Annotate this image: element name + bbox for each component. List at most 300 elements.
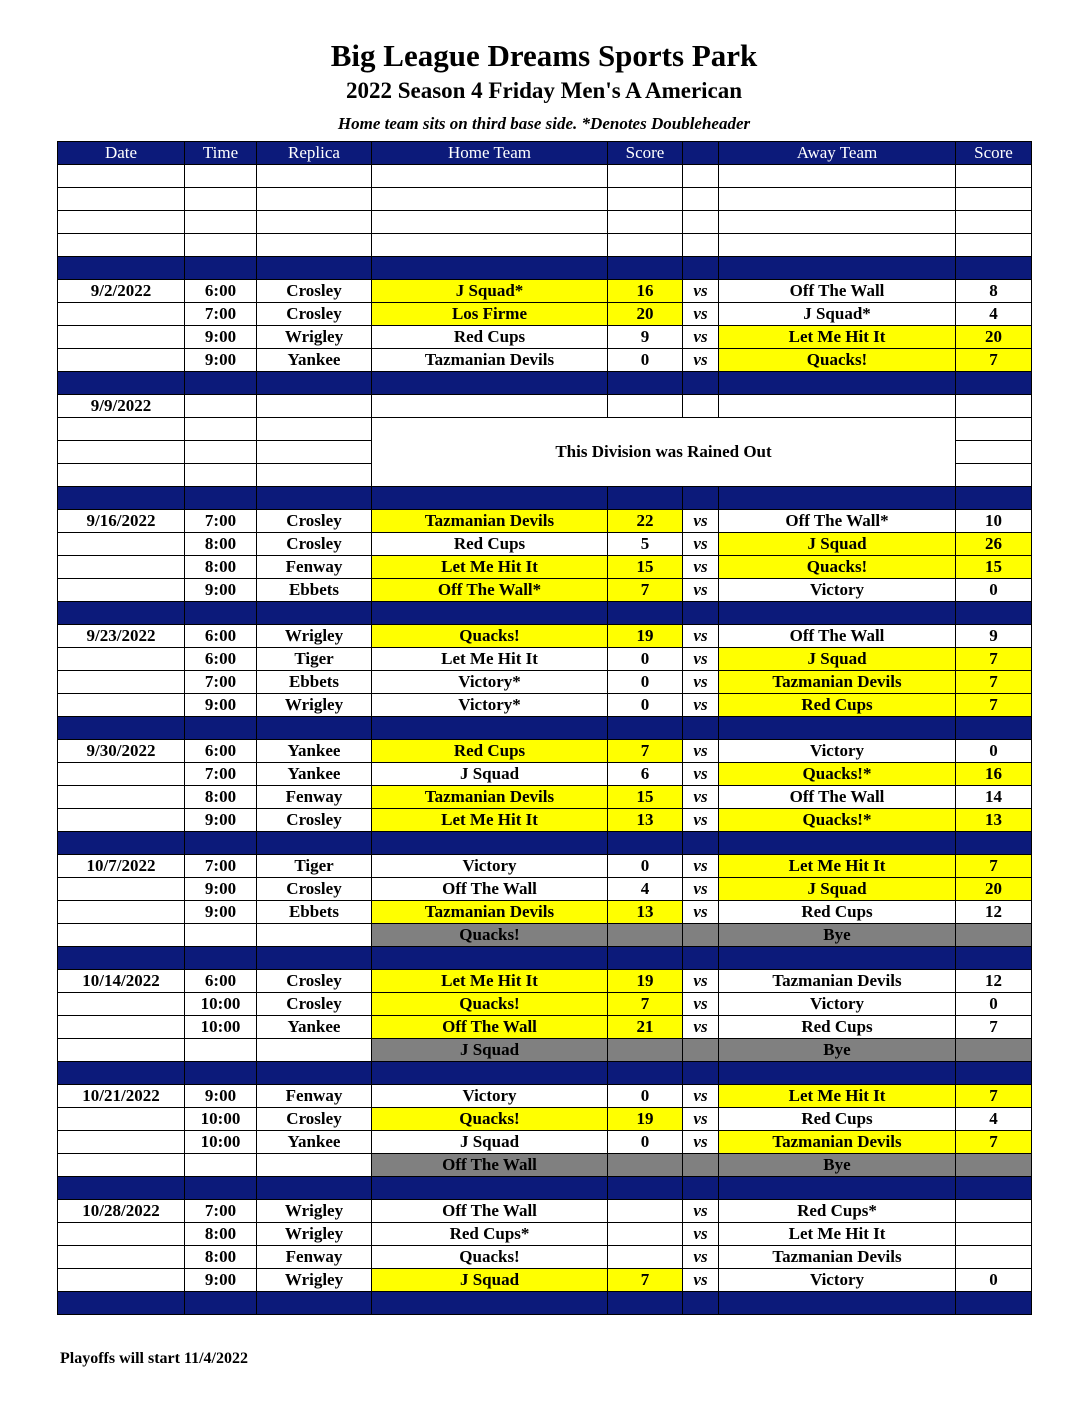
empty-cell bbox=[185, 924, 257, 947]
game-time: 10:00 bbox=[185, 1108, 257, 1131]
game-time: 8:00 bbox=[185, 533, 257, 556]
page-subtitle: 2022 Season 4 Friday Men's A American bbox=[345, 78, 743, 103]
game-time: 9:00 bbox=[185, 1085, 257, 1108]
home-score: 13 bbox=[608, 901, 683, 924]
game-date bbox=[58, 671, 185, 694]
separator-cell bbox=[719, 602, 956, 625]
home-score bbox=[608, 1246, 683, 1269]
vs-label: vs bbox=[683, 740, 719, 763]
game-field: Wrigley bbox=[257, 326, 372, 349]
home-score: 19 bbox=[608, 970, 683, 993]
game-date bbox=[58, 1223, 185, 1246]
home-team: Quacks! bbox=[372, 625, 608, 648]
separator-cell bbox=[185, 717, 257, 740]
away-score bbox=[956, 1246, 1032, 1269]
away-score: 7 bbox=[956, 1085, 1032, 1108]
separator-cell bbox=[185, 257, 257, 280]
separator-cell bbox=[719, 372, 956, 395]
bye-row bbox=[58, 924, 1032, 947]
vs-label: vs bbox=[683, 556, 719, 579]
game-time: 7:00 bbox=[185, 671, 257, 694]
game-field: Wrigley bbox=[257, 1200, 372, 1223]
home-score: 13 bbox=[608, 809, 683, 832]
separator-cell bbox=[372, 1062, 608, 1085]
game-field: Crosley bbox=[257, 970, 372, 993]
game-time: 6:00 bbox=[185, 740, 257, 763]
separator-cell bbox=[719, 487, 956, 510]
separator-cell bbox=[185, 947, 257, 970]
game-row bbox=[58, 303, 1032, 326]
separator-cell bbox=[58, 257, 185, 280]
home-score: 7 bbox=[608, 1269, 683, 1292]
away-score: 4 bbox=[956, 303, 1032, 326]
game-time: 9:00 bbox=[185, 349, 257, 372]
col-home-score: Score bbox=[608, 142, 683, 165]
home-team: Let Me Hit It bbox=[372, 556, 608, 579]
game-row bbox=[58, 1016, 1032, 1039]
home-team: Los Firme bbox=[372, 303, 608, 326]
away-team: Victory bbox=[719, 579, 956, 602]
empty-cell bbox=[719, 211, 956, 234]
empty-cell bbox=[58, 234, 185, 257]
home-score: 0 bbox=[608, 648, 683, 671]
separator-cell bbox=[608, 717, 683, 740]
vs-label: vs bbox=[683, 1246, 719, 1269]
rainout-message: This Division was Rained Out bbox=[372, 418, 956, 487]
game-date: 10/14/2022 bbox=[58, 970, 185, 993]
game-field: Yankee bbox=[257, 349, 372, 372]
bye-team: J Squad bbox=[372, 1039, 608, 1062]
home-team: Quacks! bbox=[372, 1108, 608, 1131]
empty-cell bbox=[257, 395, 372, 418]
separator-cell bbox=[683, 947, 719, 970]
game-date bbox=[58, 303, 185, 326]
empty-cell bbox=[719, 395, 956, 418]
away-score: 10 bbox=[956, 510, 1032, 533]
separator-cell bbox=[185, 1292, 257, 1315]
empty-cell bbox=[956, 441, 1032, 464]
empty-cell bbox=[372, 188, 608, 211]
home-team: Tazmanian Devils bbox=[372, 901, 608, 924]
vs-label: vs bbox=[683, 349, 719, 372]
separator-cell bbox=[719, 947, 956, 970]
away-team: Tazmanian Devils bbox=[719, 1246, 956, 1269]
empty-cell bbox=[185, 441, 257, 464]
away-team: Let Me Hit It bbox=[719, 1085, 956, 1108]
separator-cell bbox=[683, 717, 719, 740]
game-time: 9:00 bbox=[185, 809, 257, 832]
col-replica: Replica bbox=[257, 142, 372, 165]
away-score: 0 bbox=[956, 993, 1032, 1016]
game-date bbox=[58, 1246, 185, 1269]
separator-cell bbox=[719, 1062, 956, 1085]
game-row bbox=[58, 855, 1032, 878]
empty-cell bbox=[372, 165, 608, 188]
away-team: J Squad bbox=[719, 878, 956, 901]
separator-cell bbox=[956, 717, 1032, 740]
home-score: 0 bbox=[608, 671, 683, 694]
empty-cell bbox=[58, 211, 185, 234]
separator-cell bbox=[58, 1292, 185, 1315]
game-date bbox=[58, 1269, 185, 1292]
game-field: Crosley bbox=[257, 280, 372, 303]
separator-cell bbox=[608, 372, 683, 395]
empty-cell bbox=[58, 924, 185, 947]
game-time: 9:00 bbox=[185, 1269, 257, 1292]
game-time: 7:00 bbox=[185, 855, 257, 878]
separator-row bbox=[58, 832, 1032, 855]
separator-cell bbox=[185, 1177, 257, 1200]
separator-cell bbox=[956, 487, 1032, 510]
away-score: 7 bbox=[956, 694, 1032, 717]
home-score: 19 bbox=[608, 625, 683, 648]
game-row bbox=[58, 556, 1032, 579]
game-row bbox=[58, 533, 1032, 556]
game-row bbox=[58, 579, 1032, 602]
home-score: 0 bbox=[608, 855, 683, 878]
home-team: Off The Wall bbox=[372, 1016, 608, 1039]
home-score: 5 bbox=[608, 533, 683, 556]
empty-cell bbox=[372, 395, 608, 418]
game-row bbox=[58, 694, 1032, 717]
game-row bbox=[58, 809, 1032, 832]
game-row bbox=[58, 1200, 1032, 1223]
home-score: 0 bbox=[608, 349, 683, 372]
separator-cell bbox=[58, 717, 185, 740]
empty-cell bbox=[719, 165, 956, 188]
away-team: Victory bbox=[719, 993, 956, 1016]
empty-cell bbox=[257, 441, 372, 464]
separator-cell bbox=[608, 487, 683, 510]
away-score: 20 bbox=[956, 326, 1032, 349]
home-team: Red Cups bbox=[372, 326, 608, 349]
home-team: Tazmanian Devils bbox=[372, 786, 608, 809]
game-date bbox=[58, 1131, 185, 1154]
game-field: Crosley bbox=[257, 809, 372, 832]
separator-cell bbox=[719, 1292, 956, 1315]
separator-cell bbox=[185, 487, 257, 510]
col-vs bbox=[683, 142, 719, 165]
home-team: Victory bbox=[372, 1085, 608, 1108]
col-home-team: Home Team bbox=[372, 142, 608, 165]
vs-label: vs bbox=[683, 993, 719, 1016]
empty-cell bbox=[58, 1039, 185, 1062]
empty-cell bbox=[683, 188, 719, 211]
home-team: Victory bbox=[372, 855, 608, 878]
home-team: Red Cups* bbox=[372, 1223, 608, 1246]
game-row bbox=[58, 1223, 1032, 1246]
home-team: Victory* bbox=[372, 694, 608, 717]
separator-cell bbox=[372, 1177, 608, 1200]
empty-cell bbox=[257, 464, 372, 487]
empty-cell bbox=[608, 211, 683, 234]
away-team: Quacks! bbox=[719, 556, 956, 579]
away-team: Off The Wall bbox=[719, 625, 956, 648]
empty-cell bbox=[185, 464, 257, 487]
game-row bbox=[58, 510, 1032, 533]
game-time: 9:00 bbox=[185, 326, 257, 349]
game-field: Wrigley bbox=[257, 1269, 372, 1292]
game-field: Fenway bbox=[257, 1085, 372, 1108]
bye-score bbox=[608, 924, 683, 947]
empty-cell bbox=[608, 395, 683, 418]
date-row bbox=[58, 395, 1032, 418]
vs-label: vs bbox=[683, 809, 719, 832]
separator-cell bbox=[956, 602, 1032, 625]
game-time: 6:00 bbox=[185, 625, 257, 648]
game-time: 9:00 bbox=[185, 694, 257, 717]
home-score: 0 bbox=[608, 1131, 683, 1154]
separator-cell bbox=[956, 947, 1032, 970]
game-time: 10:00 bbox=[185, 1016, 257, 1039]
col-date: Date bbox=[58, 142, 185, 165]
separator-cell bbox=[257, 1062, 372, 1085]
separator-cell bbox=[257, 257, 372, 280]
home-score: 20 bbox=[608, 303, 683, 326]
away-team: Off The Wall bbox=[719, 280, 956, 303]
col-time: Time bbox=[185, 142, 257, 165]
game-date bbox=[58, 648, 185, 671]
empty-cell bbox=[956, 418, 1032, 441]
separator-cell bbox=[372, 257, 608, 280]
separator-cell bbox=[956, 1062, 1032, 1085]
home-score: 0 bbox=[608, 1085, 683, 1108]
schedule-table bbox=[57, 141, 1032, 1315]
game-row bbox=[58, 648, 1032, 671]
separator-cell bbox=[58, 602, 185, 625]
empty-cell bbox=[58, 418, 185, 441]
game-date: 9/2/2022 bbox=[58, 280, 185, 303]
vs-label: vs bbox=[683, 533, 719, 556]
empty-cell bbox=[257, 234, 372, 257]
away-score: 7 bbox=[956, 671, 1032, 694]
game-row bbox=[58, 1246, 1032, 1269]
separator-cell bbox=[58, 1177, 185, 1200]
bye-score bbox=[956, 924, 1032, 947]
game-row bbox=[58, 901, 1032, 924]
home-team: Off The Wall bbox=[372, 878, 608, 901]
vs-label: vs bbox=[683, 510, 719, 533]
empty-cell bbox=[185, 1039, 257, 1062]
empty-cell bbox=[956, 211, 1032, 234]
bye-vs bbox=[683, 1039, 719, 1062]
game-field: Fenway bbox=[257, 1246, 372, 1269]
away-score: 13 bbox=[956, 809, 1032, 832]
game-row bbox=[58, 1108, 1032, 1131]
away-score: 7 bbox=[956, 1016, 1032, 1039]
away-team: Let Me Hit It bbox=[719, 1223, 956, 1246]
separator-cell bbox=[683, 257, 719, 280]
game-date bbox=[58, 878, 185, 901]
away-score: 7 bbox=[956, 1131, 1032, 1154]
game-date bbox=[58, 901, 185, 924]
away-team: J Squad bbox=[719, 648, 956, 671]
empty-cell bbox=[185, 165, 257, 188]
empty-cell bbox=[257, 418, 372, 441]
game-time: 10:00 bbox=[185, 993, 257, 1016]
separator-cell bbox=[608, 832, 683, 855]
home-team: Red Cups bbox=[372, 740, 608, 763]
game-row bbox=[58, 970, 1032, 993]
blank-row bbox=[58, 234, 1032, 257]
game-date: 9/23/2022 bbox=[58, 625, 185, 648]
game-field: Yankee bbox=[257, 763, 372, 786]
vs-label: vs bbox=[683, 1131, 719, 1154]
game-row bbox=[58, 1131, 1032, 1154]
game-row bbox=[58, 1085, 1032, 1108]
game-row bbox=[58, 326, 1032, 349]
separator-cell bbox=[683, 1177, 719, 1200]
away-team: Quacks! bbox=[719, 349, 956, 372]
bye-label: Bye bbox=[719, 1039, 956, 1062]
game-row bbox=[58, 740, 1032, 763]
col-away-score: Score bbox=[956, 142, 1032, 165]
bye-score bbox=[956, 1154, 1032, 1177]
separator-row bbox=[58, 717, 1032, 740]
separator-cell bbox=[58, 1062, 185, 1085]
home-team: Let Me Hit It bbox=[372, 648, 608, 671]
away-score: 7 bbox=[956, 349, 1032, 372]
game-field: Tiger bbox=[257, 855, 372, 878]
game-date bbox=[58, 556, 185, 579]
vs-label: vs bbox=[683, 625, 719, 648]
bye-team: Quacks! bbox=[372, 924, 608, 947]
separator-cell bbox=[608, 1292, 683, 1315]
home-score: 9 bbox=[608, 326, 683, 349]
vs-label: vs bbox=[683, 694, 719, 717]
empty-cell bbox=[58, 188, 185, 211]
game-time: 9:00 bbox=[185, 878, 257, 901]
game-row bbox=[58, 280, 1032, 303]
game-time: 6:00 bbox=[185, 648, 257, 671]
away-score: 0 bbox=[956, 579, 1032, 602]
separator-cell bbox=[372, 487, 608, 510]
game-time: 7:00 bbox=[185, 763, 257, 786]
away-team: Tazmanian Devils bbox=[719, 970, 956, 993]
away-score: 9 bbox=[956, 625, 1032, 648]
game-time: 7:00 bbox=[185, 510, 257, 533]
away-score: 16 bbox=[956, 763, 1032, 786]
game-date bbox=[58, 993, 185, 1016]
blank-row bbox=[58, 188, 1032, 211]
separator-cell bbox=[372, 717, 608, 740]
away-team: Victory bbox=[719, 1269, 956, 1292]
home-score bbox=[608, 1223, 683, 1246]
home-team: J Squad bbox=[372, 763, 608, 786]
vs-label: vs bbox=[683, 280, 719, 303]
game-date: 10/28/2022 bbox=[58, 1200, 185, 1223]
separator-cell bbox=[372, 832, 608, 855]
away-score: 26 bbox=[956, 533, 1032, 556]
vs-label: vs bbox=[683, 1085, 719, 1108]
home-score: 7 bbox=[608, 579, 683, 602]
game-date bbox=[58, 786, 185, 809]
separator-cell bbox=[683, 832, 719, 855]
empty-cell bbox=[956, 188, 1032, 211]
away-score: 12 bbox=[956, 901, 1032, 924]
empty-cell bbox=[185, 418, 257, 441]
game-field: Crosley bbox=[257, 533, 372, 556]
separator-cell bbox=[58, 372, 185, 395]
away-score: 0 bbox=[956, 740, 1032, 763]
away-team: Red Cups* bbox=[719, 1200, 956, 1223]
away-team: Let Me Hit It bbox=[719, 326, 956, 349]
vs-label: vs bbox=[683, 303, 719, 326]
bye-label: Bye bbox=[719, 1154, 956, 1177]
game-time: 10:00 bbox=[185, 1131, 257, 1154]
separator-cell bbox=[372, 947, 608, 970]
bye-score bbox=[608, 1039, 683, 1062]
game-row bbox=[58, 786, 1032, 809]
separator-row bbox=[58, 487, 1032, 510]
home-team: J Squad bbox=[372, 1269, 608, 1292]
home-team: Victory* bbox=[372, 671, 608, 694]
away-team: Let Me Hit It bbox=[719, 855, 956, 878]
home-score: 15 bbox=[608, 786, 683, 809]
vs-label: vs bbox=[683, 878, 719, 901]
away-score: 7 bbox=[956, 648, 1032, 671]
game-field: Wrigley bbox=[257, 625, 372, 648]
empty-cell bbox=[719, 188, 956, 211]
empty-cell bbox=[683, 234, 719, 257]
footer-note: Playoffs will start 11/4/2022 bbox=[60, 1350, 248, 1367]
game-date bbox=[58, 694, 185, 717]
vs-label: vs bbox=[683, 326, 719, 349]
home-team: Quacks! bbox=[372, 1246, 608, 1269]
separator-cell bbox=[257, 947, 372, 970]
empty-cell bbox=[58, 165, 185, 188]
vs-label: vs bbox=[683, 579, 719, 602]
bye-team: Off The Wall bbox=[372, 1154, 608, 1177]
empty-cell bbox=[683, 165, 719, 188]
separator-cell bbox=[608, 1177, 683, 1200]
away-score bbox=[956, 1223, 1032, 1246]
away-team: Off The Wall* bbox=[719, 510, 956, 533]
game-time: 6:00 bbox=[185, 970, 257, 993]
game-date bbox=[58, 349, 185, 372]
away-score: 0 bbox=[956, 1269, 1032, 1292]
separator-cell bbox=[257, 372, 372, 395]
home-score: 6 bbox=[608, 763, 683, 786]
game-field: Wrigley bbox=[257, 694, 372, 717]
game-time: 9:00 bbox=[185, 579, 257, 602]
away-score: 20 bbox=[956, 878, 1032, 901]
bye-row bbox=[58, 1039, 1032, 1062]
separator-cell bbox=[372, 1292, 608, 1315]
separator-row bbox=[58, 1177, 1032, 1200]
away-team: Red Cups bbox=[719, 694, 956, 717]
away-team: Quacks!* bbox=[719, 763, 956, 786]
home-score: 4 bbox=[608, 878, 683, 901]
empty-cell bbox=[58, 441, 185, 464]
empty-cell bbox=[608, 234, 683, 257]
separator-cell bbox=[956, 1177, 1032, 1200]
vs-label: vs bbox=[683, 1269, 719, 1292]
game-field: Yankee bbox=[257, 1016, 372, 1039]
header-row bbox=[58, 142, 1032, 165]
game-field: Tiger bbox=[257, 648, 372, 671]
home-score: 0 bbox=[608, 694, 683, 717]
game-row bbox=[58, 878, 1032, 901]
empty-cell bbox=[956, 165, 1032, 188]
separator-cell bbox=[58, 487, 185, 510]
separator-cell bbox=[372, 602, 608, 625]
separator-cell bbox=[683, 372, 719, 395]
game-date: 10/7/2022 bbox=[58, 855, 185, 878]
game-date: 9/9/2022 bbox=[58, 395, 185, 418]
home-score: 7 bbox=[608, 993, 683, 1016]
game-field: Fenway bbox=[257, 786, 372, 809]
